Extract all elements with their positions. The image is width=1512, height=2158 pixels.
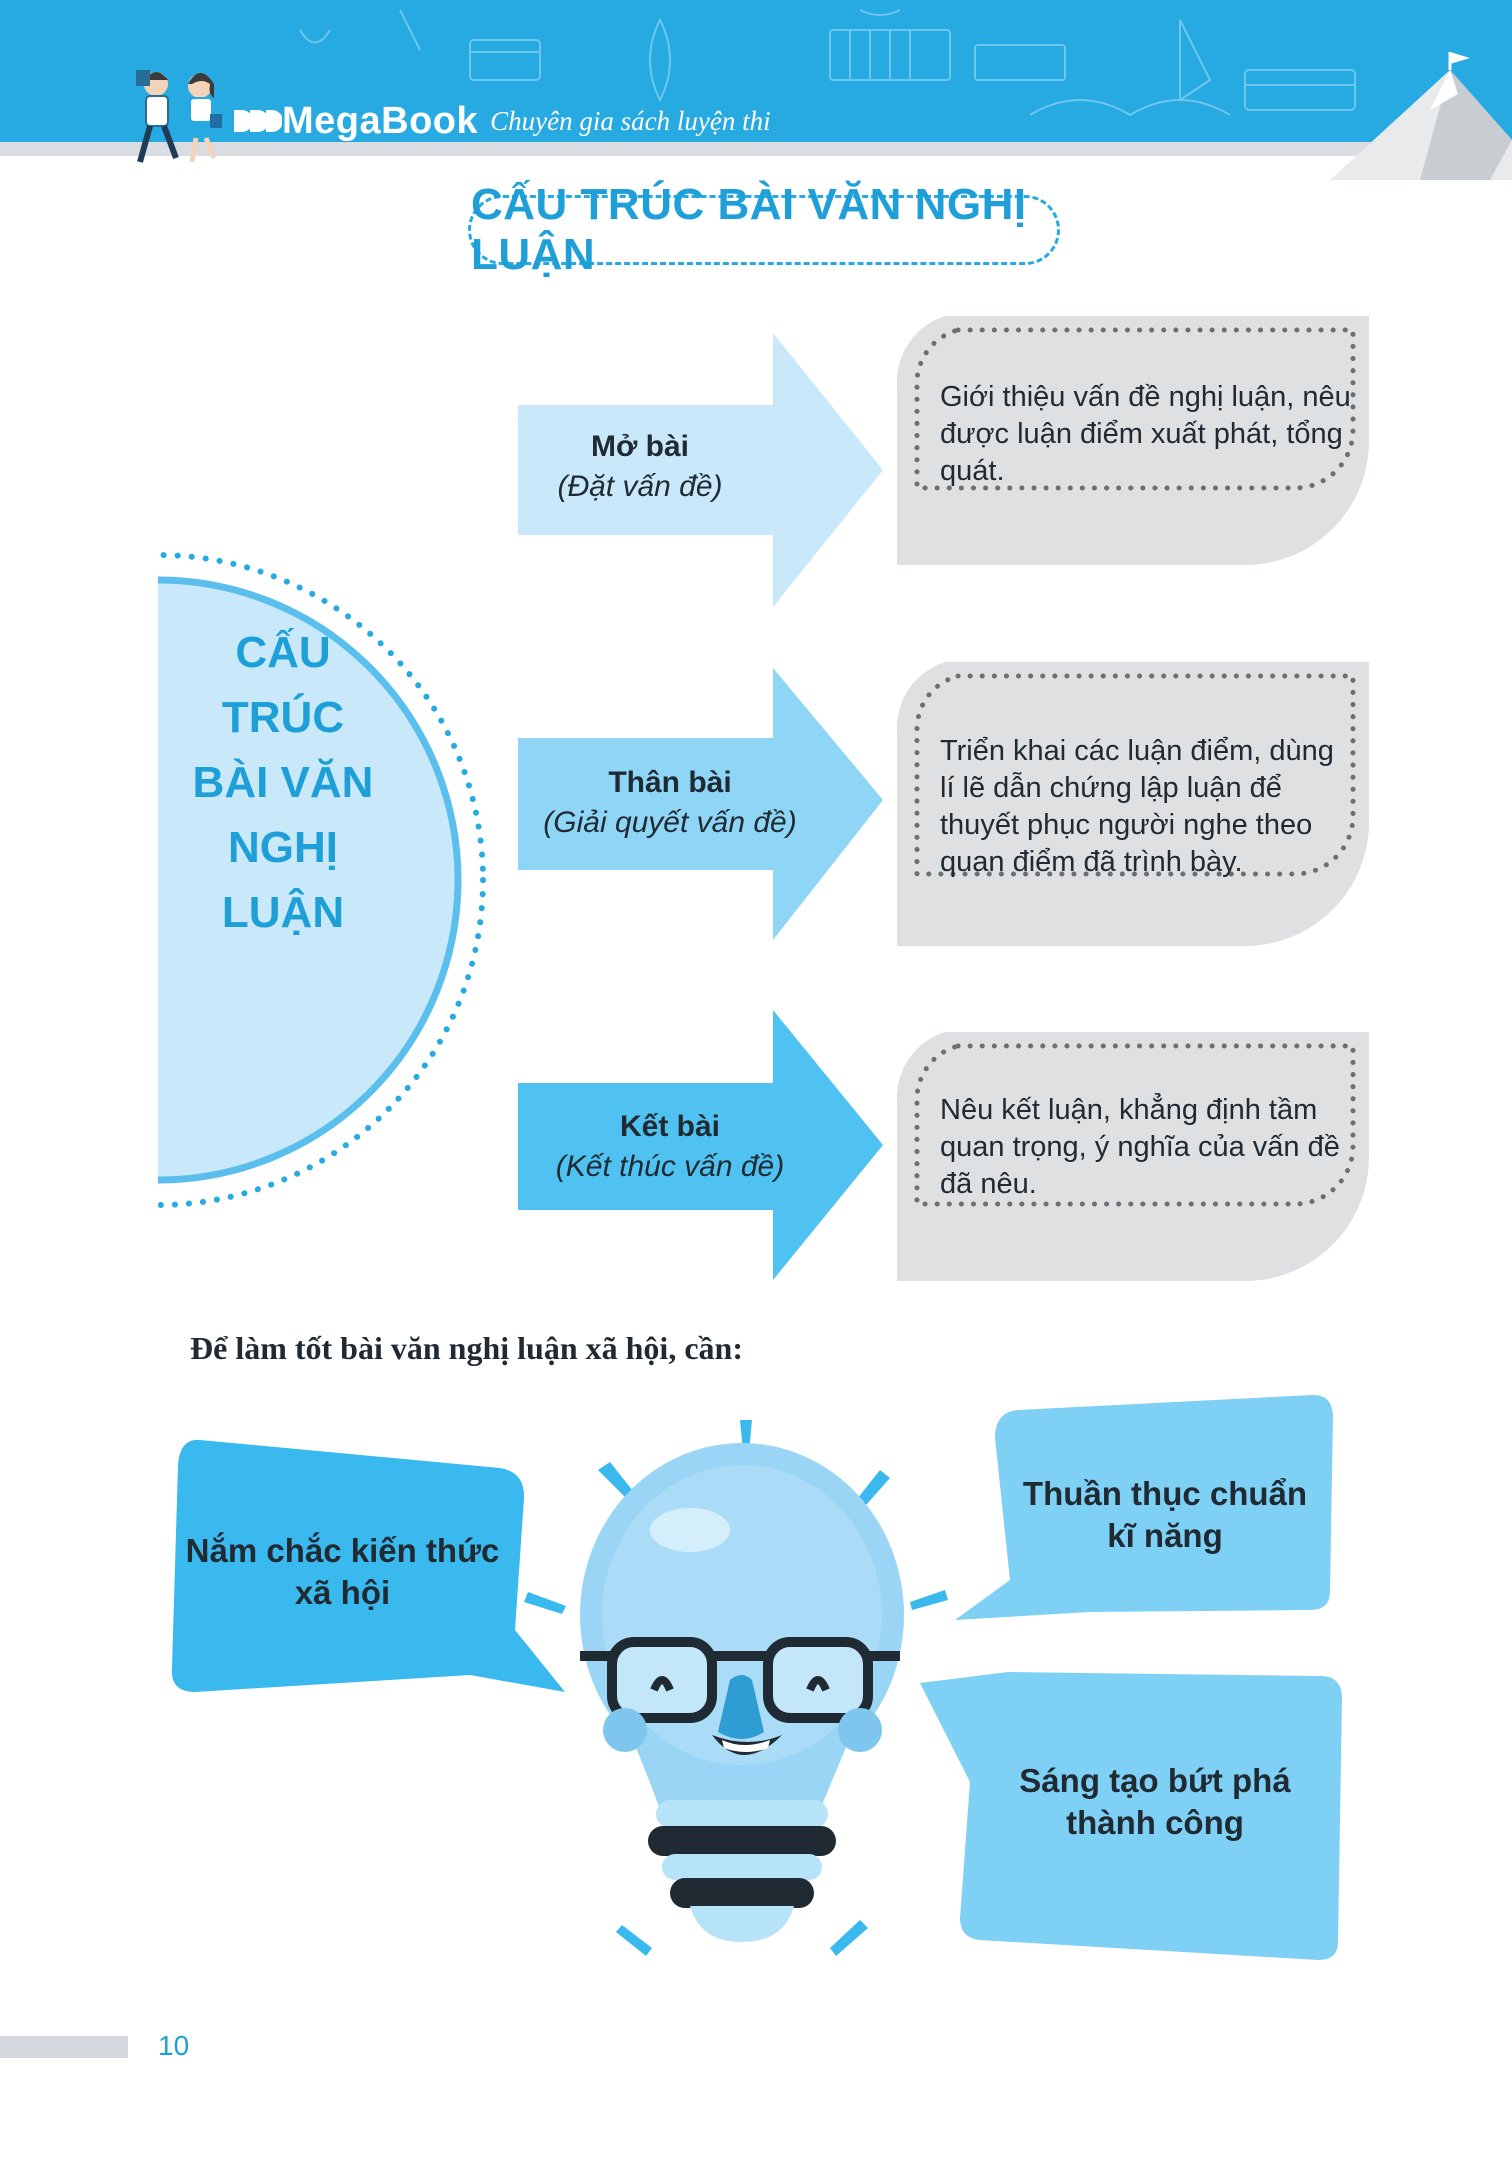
bubble-line: xã hội bbox=[294, 1574, 391, 1611]
desc-line: đã nêu. bbox=[940, 1168, 1037, 1200]
arrow-label-than-bai bbox=[505, 763, 835, 843]
desc-ket-bai bbox=[940, 1092, 1340, 1203]
part-name: Kết bài bbox=[619, 1110, 721, 1143]
footer-bar bbox=[0, 2036, 128, 2058]
desc-line: lí lẽ dẫn chứng lập luận để bbox=[940, 772, 1282, 804]
desc-line: quát. bbox=[940, 455, 1005, 487]
semicircle-line: BÀI VĂN bbox=[192, 758, 374, 807]
bubble-top-right-text bbox=[1010, 1473, 1320, 1557]
bubble-line: Thuần thục chuẩn bbox=[1022, 1475, 1308, 1512]
desc-line: Triển khai các luận điểm, dùng bbox=[940, 735, 1334, 767]
semicircle-line: LUẬN bbox=[221, 888, 345, 937]
brand-name: MegaBook bbox=[282, 99, 479, 142]
desc-line: Giới thiệu vấn đề nghị luận, nêu bbox=[940, 381, 1351, 413]
page-number: 10 bbox=[158, 2030, 190, 2061]
bubble-line: Nắm chắc kiến thức bbox=[185, 1532, 500, 1569]
bubble-line: Sáng tạo bứt phá bbox=[1019, 1762, 1291, 1799]
desc-line: quan trọng, ý nghĩa của vấn đề bbox=[940, 1131, 1340, 1163]
semicircle-line: TRÚC bbox=[221, 693, 345, 742]
lightbulb-mascot bbox=[580, 1443, 904, 1942]
brand-tagline: Chuyên gia sách luyện thi bbox=[490, 105, 771, 136]
semicircle-line: CẤU bbox=[235, 628, 331, 677]
bubble-bottom-right-text bbox=[1000, 1760, 1310, 1844]
bubble-line: kĩ năng bbox=[1107, 1517, 1223, 1554]
desc-line: được luận điểm xuất phát, tổng bbox=[940, 418, 1343, 450]
bubble-left-text bbox=[180, 1530, 505, 1614]
semicircle-label bbox=[178, 620, 388, 945]
bubble-line: thành công bbox=[1066, 1804, 1244, 1841]
semicircle-line: NGHỊ bbox=[228, 823, 338, 872]
intro-text: Để làm tốt bài văn nghị luận xã hội, cần: bbox=[190, 1330, 743, 1366]
arrow-label-mo-bai bbox=[475, 427, 805, 507]
arrow-label-ket-bai bbox=[505, 1107, 835, 1187]
part-subtitle: (Đặt vấn đề) bbox=[557, 470, 723, 503]
part-subtitle: (Kết thúc vấn đề) bbox=[555, 1150, 785, 1183]
part-subtitle: (Giải quyết vấn đề) bbox=[543, 806, 797, 839]
part-name: Thân bài bbox=[608, 766, 732, 799]
desc-line: thuyết phục người nghe theo bbox=[940, 809, 1313, 841]
page-title: CẤU TRÚC BÀI VĂN NGHỊ LUẬN bbox=[471, 180, 1027, 279]
desc-than-bai bbox=[940, 733, 1334, 881]
desc-line: Nêu kết luận, khẳng định tầm bbox=[940, 1094, 1318, 1126]
part-name: Mở bài bbox=[591, 430, 689, 463]
desc-line: quan điểm đã trình bày. bbox=[940, 846, 1243, 878]
desc-mo-bai bbox=[940, 379, 1351, 490]
